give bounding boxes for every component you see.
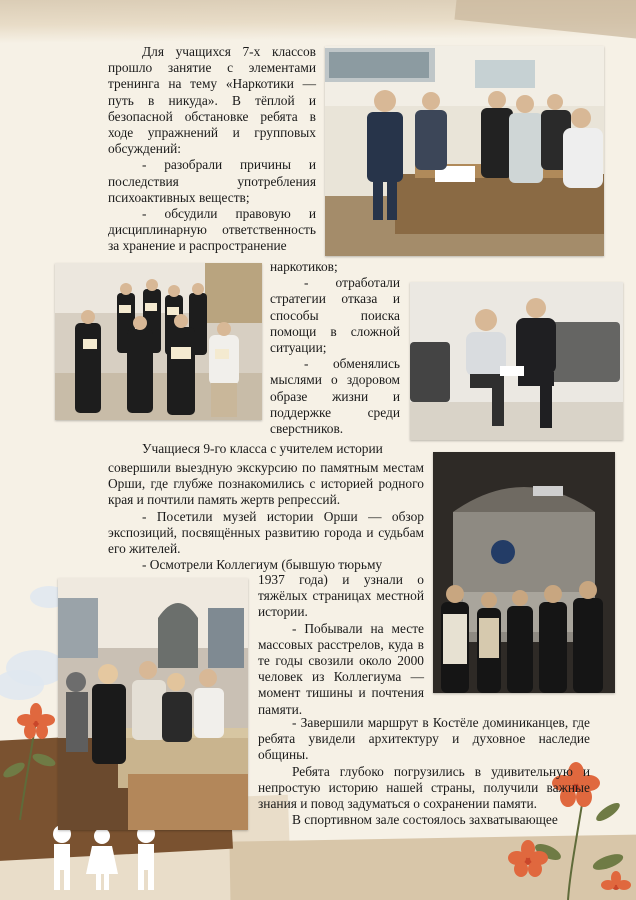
paragraph-sports-hall: В спортивном зале состоялось захватывающее (292, 812, 558, 828)
bullet-collegium-end: 1937 года) и узнали о тяжёлых страницах местной истории. (258, 572, 424, 620)
bullet-dominican-church: - Завершили маршрут в Костёле доминиканцев, где ребята увидели архитектуру и духовное наследие общины. (258, 715, 590, 763)
bullet-refusal-strategies: - отработали стратегии отказа и способы поиска помощи в сложной ситуации; (270, 275, 400, 356)
bullet-execution-site: - Побывали на месте массовых расстрелов, куда в те годы свозили около 2000 человек из Коллегиума — момент тишины и почтения памяти. (258, 620, 424, 717)
photo-museum-exhibits (58, 578, 248, 830)
photo-two-students-seated (410, 282, 623, 440)
bullet-responsibility-end: наркотиков; (270, 259, 338, 274)
paragraph-conclusion: Ребята глубоко погрузились в удивительную и непростую историю нашей страны, получили важные знания и повод задуматься о сохранении памяти. (258, 763, 590, 812)
text-block-training-intro (108, 44, 316, 255)
paragraph-training-intro: Для учащихся 7-х классов прошло занятие с элементами тренинга на тему «Наркотики — путь в никуда». В тёплой и безопасной обстановке ребята в ходе упражнений и групповых обсуждений: (108, 44, 316, 157)
text-block-collegium (258, 572, 424, 718)
bullet-orsha-museum: - Посетили музей истории Орши — обзор экспозиций, посвящённых развитию города и судьбам его жителей. (108, 508, 424, 557)
bullet-causes: - разобрали причины и последствия употребления психоактивных веществ; (108, 157, 316, 205)
photo-group-booklets (55, 263, 262, 420)
text-block-excursion-intro (108, 441, 404, 457)
cloud-decoration (0, 670, 44, 700)
paragraph-excursion-intro-start: Учащиеся 9-го класса с учителем истории (142, 441, 383, 456)
photo-museum-hall (433, 452, 615, 693)
children-figures-decoration (40, 822, 190, 892)
bullet-collegium: - Осмотрели Коллегиум (бывшую тюрьму (142, 557, 383, 573)
bullet-responsibility: - обсудили правовую и дисциплинарную ответственность за хранение и распространение (108, 206, 316, 254)
text-block-training-results (270, 259, 400, 437)
bullet-healthy-lifestyle: - обменялись мыслями о здоровом образе жизни и поддержке среди сверстников. (270, 356, 400, 437)
photo-training-classroom (325, 46, 604, 256)
text-block-excursion (108, 460, 424, 573)
paragraph-excursion-intro: совершили выездную экскурсию по памятным местам Орши, где глубже познакомились с историей родного края и почтили память жертв репрессий. (108, 460, 424, 508)
text-block-conclusion (258, 715, 590, 828)
